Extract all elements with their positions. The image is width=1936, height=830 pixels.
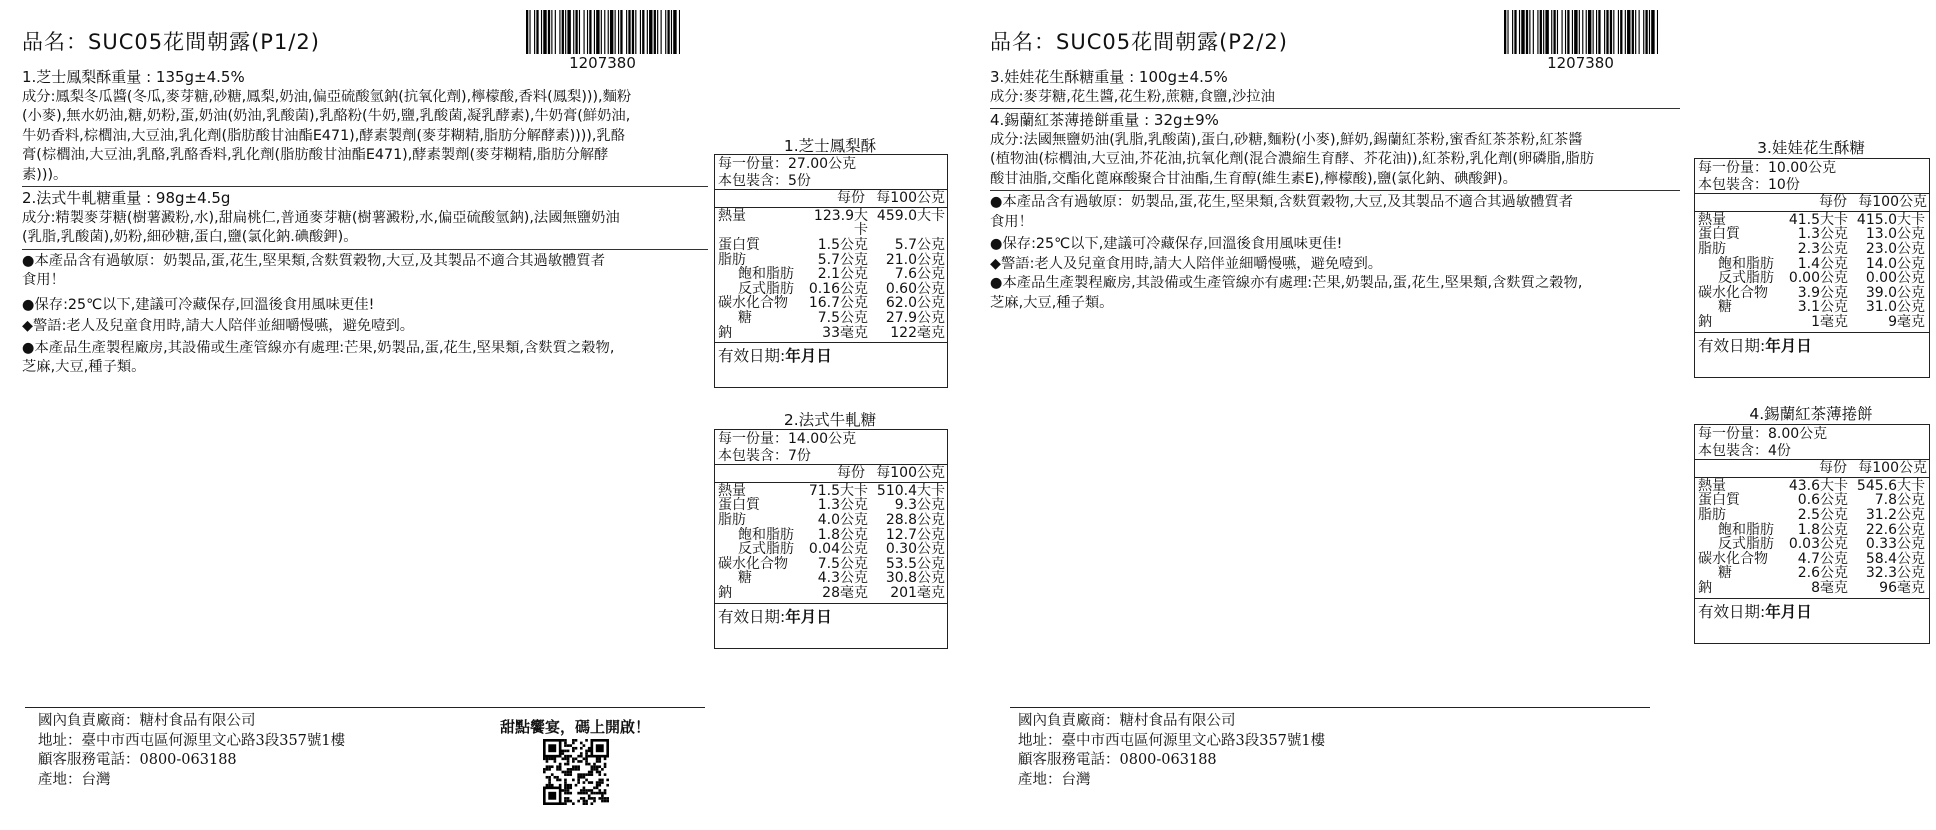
nutrition-row <box>715 267 947 282</box>
nutrient-name: 鈉 <box>718 584 732 601</box>
label-page-2 <box>968 0 1936 830</box>
nutrient-name: 碳水化合物 <box>718 555 788 572</box>
nutrient-name: 反式脂肪 <box>738 541 794 558</box>
per-serving-value: 0.16公克 <box>808 280 868 297</box>
expiry-label: 有效日期: <box>718 607 786 626</box>
per-100g-value: 13.0公克 <box>1865 226 1925 243</box>
nutrition-row <box>1695 581 1929 596</box>
nutrient-name: 糖 <box>1718 299 1732 316</box>
nutrient-name: 反式脂肪 <box>738 280 794 297</box>
nutrition-row <box>1695 242 1929 257</box>
nutrition-panel <box>1694 158 1930 378</box>
servings-per-pack: 本包裝含：7份 <box>718 447 811 464</box>
servings-per-pack: 本包裝含：5份 <box>718 172 811 189</box>
divider <box>22 249 708 250</box>
nutrition-row <box>1695 566 1929 581</box>
per-100g-value: 415.0大卡 <box>1856 211 1925 228</box>
ingredient-line: 成分:麥芽糖,花生醬,花生粉,蔗糖,食鹽,沙拉油 <box>990 88 1275 105</box>
note-line: ●本產品含有過敏原：奶製品,蛋,花生,堅果類,含麩質穀物,大豆,及其製品不適合其過敏體質者 <box>22 252 606 269</box>
product-heading: 4.錫蘭紅茶薄捲餅重量 : 32g±9% <box>990 111 1219 129</box>
nutrition-rows <box>715 208 947 343</box>
divider <box>990 190 1680 191</box>
per-serving-value: 0.04公克 <box>808 541 868 558</box>
product-block <box>990 111 1680 189</box>
per-serving-value: 28毫克 <box>822 584 868 601</box>
nutrition-row <box>715 542 947 557</box>
expiry-value: 年月日 <box>785 347 832 366</box>
per-serving-value: 1毫克 <box>1811 313 1848 330</box>
serving-size: 每一份量：14.00公克 <box>718 431 857 447</box>
ingredient-line: 素)))。 <box>22 166 68 183</box>
per-serving-value: 41.5大卡 <box>1788 211 1848 228</box>
nutrition-header <box>715 189 947 208</box>
per-serving-value: 3.9公克 <box>1797 284 1848 301</box>
nutrient-name: 脂肪 <box>718 511 746 528</box>
serving-size: 每一份量：8.00公克 <box>1698 426 1828 442</box>
footer-line: 顧客服務電話：0800-063188 <box>38 752 237 768</box>
nutrition-row <box>1695 493 1929 508</box>
nutrition-row <box>715 209 947 238</box>
ingredient-line: 酸甘油脂,交酯化蓖麻酸聚合甘油酯,生育醇(維生素E),檸檬酸),鹽(氯化鈉、碘酸鉀)。 <box>990 170 1517 187</box>
per-100g-value: 510.4大卡 <box>876 482 945 499</box>
nutrient-name: 蛋白質 <box>718 497 760 514</box>
per-100g-value: 39.0公克 <box>1865 284 1925 301</box>
nutrient-name: 蛋白質 <box>1698 226 1740 243</box>
nutrition-row <box>715 571 947 586</box>
nutrition-rows <box>1695 212 1929 333</box>
per-serving-value: 71.5大卡 <box>808 482 868 499</box>
footer-divider <box>25 707 705 708</box>
per-100g-value: 9.3公克 <box>894 497 945 514</box>
per-100g-header: 每100公克 <box>1858 194 1927 211</box>
per-serving-value: 2.5公克 <box>1797 506 1848 523</box>
expiry-value: 年月日 <box>1765 602 1812 621</box>
per-serving-value: 5.7公克 <box>817 251 868 268</box>
per-100g-value: 31.2公克 <box>1865 506 1925 523</box>
per-100g-value: 30.8公克 <box>885 570 945 587</box>
product-title: 品名：SUC05花間朝露(P1/2) <box>22 30 320 54</box>
ingredient-line: (植物油(棕櫚油,大豆油,芥花油,抗氧化劑(混合濃縮生育酵、芥花油)),紅茶粉,乳化劑(卵磷脂,脂肪 <box>990 151 1595 167</box>
expiry-date <box>715 604 947 648</box>
expiry-value: 年月日 <box>785 607 832 626</box>
nutrient-name: 熱量 <box>718 482 746 499</box>
per-100g-value: 7.8公克 <box>1874 492 1925 509</box>
nutrition-row <box>715 528 947 543</box>
per-serving-value: 4.0公克 <box>817 511 868 528</box>
nutrient-name: 飽和脂肪 <box>1718 255 1774 272</box>
per-100g-value: 0.33公克 <box>1865 536 1925 553</box>
footer-divider <box>1010 707 1650 708</box>
nutrition-row <box>1695 537 1929 552</box>
per-serving-header: 每份 <box>837 190 865 207</box>
expiry-date <box>1695 599 1929 643</box>
nutrient-name: 鈉 <box>718 324 732 341</box>
nutrient-name: 反式脂肪 <box>1718 536 1774 553</box>
servings-per-pack: 本包裝含：10份 <box>1698 176 1800 193</box>
servings-per-pack: 本包裝含：4份 <box>1698 442 1791 459</box>
barcode-image <box>1503 10 1658 54</box>
per-serving-value: 1.8公克 <box>817 526 868 543</box>
per-serving-value: 1.4公克 <box>1797 255 1848 272</box>
nutrient-name: 飽和脂肪 <box>1718 521 1774 538</box>
per-serving-value: 33毫克 <box>822 324 868 341</box>
nutrient-name: 反式脂肪 <box>1718 270 1774 287</box>
note-line: ●本產品含有過敏原：奶製品,蛋,花生,堅果類,含麩質穀物,大豆,及其製品不適合其過敏體質者 <box>990 194 1574 210</box>
product-heading: 3.娃娃花生酥糖重量 : 100g±4.5% <box>990 68 1228 86</box>
nutrition-header <box>1695 193 1929 212</box>
per-serving-header: 每份 <box>1819 194 1847 211</box>
per-serving-value: 0.00公克 <box>1788 270 1848 287</box>
nutrition-panel <box>714 154 948 388</box>
per-100g-value: 22.6公克 <box>1865 521 1925 538</box>
ingredient-line: (乳脂,乳酸菌),奶粉,細砂糖,蛋白,鹽(氯化鈉.碘酸鉀)。 <box>22 229 358 245</box>
nutrition-row <box>1695 523 1929 538</box>
per-100g-value: 5.7公克 <box>894 236 945 253</box>
nutrition-row <box>1695 271 1929 286</box>
nutrient-name: 熱量 <box>718 207 746 224</box>
per-serving-value: 4.3公克 <box>817 570 868 587</box>
per-100g-value: 7.6公克 <box>894 266 945 283</box>
product-title: 品名：SUC05花間朝露(P2/2) <box>990 30 1288 54</box>
nutrient-name: 飽和脂肪 <box>738 526 794 543</box>
nutrition-row <box>715 253 947 268</box>
per-100g-value: 14.0公克 <box>1865 255 1925 272</box>
footer-line: 產地：台灣 <box>1018 771 1091 788</box>
per-100g-value: 545.6大卡 <box>1856 477 1925 494</box>
note-line: 芝麻,大豆,種子類。 <box>990 294 1114 311</box>
ingredients-column <box>990 68 1680 313</box>
note-line: ◆警語:老人及兒童食用時,請大人陪伴並細嚼慢嚥，避免噎到。 <box>22 318 415 334</box>
per-serving-value: 0.6公克 <box>1797 492 1848 509</box>
ingredient-line: (小麥),無水奶油,糖,奶粉,蛋,奶油(奶油,乳酸菌),乳酪粉(牛奶,鹽,乳酸菌,凝乳酵素),牛奶膏(鮮奶油, <box>22 108 631 124</box>
barcode-number: 1207380 <box>1547 54 1614 72</box>
nutrition-rows <box>715 483 947 604</box>
notes-block <box>990 193 1680 313</box>
per-100g-value: 0.00公克 <box>1865 270 1925 287</box>
per-100g-value: 201毫克 <box>890 584 945 601</box>
expiry-label: 有效日期: <box>718 347 786 366</box>
per-100g-value: 58.4公克 <box>1865 550 1925 567</box>
barcode-number: 1207380 <box>569 54 636 72</box>
nutrition-row <box>715 586 947 601</box>
ingredient-line: 成分:精製麥芽糖(樹薯澱粉,水),甜扁桃仁,普通麥芽糖(樹薯澱粉,水,偏亞硫酸氫鈉),法國無鹽奶油 <box>22 209 620 226</box>
nutrition-row <box>1695 227 1929 242</box>
per-serving-value: 1.8公克 <box>1797 521 1848 538</box>
per-100g-value: 32.3公克 <box>1865 565 1925 582</box>
note-line: ◆警語:老人及兒童食用時,請大人陪伴並細嚼慢嚥，避免噎到。 <box>990 255 1383 272</box>
nutrient-name: 蛋白質 <box>718 236 760 253</box>
nutrition-row <box>715 238 947 253</box>
ingredients-column <box>22 68 708 378</box>
nutrition-header <box>715 464 947 483</box>
nutrition-panel <box>1694 424 1930 644</box>
per-100g-value: 53.5公克 <box>885 555 945 572</box>
per-serving-header: 每份 <box>837 465 865 482</box>
per-100g-header: 每100公克 <box>876 190 945 207</box>
barcode-image <box>525 10 680 54</box>
nutrient-name: 熱量 <box>1698 211 1726 228</box>
per-serving-value: 123.9大卡 <box>813 207 868 239</box>
per-100g-value: 459.0大卡 <box>876 207 945 224</box>
per-100g-header: 每100公克 <box>1858 460 1927 477</box>
ingredient-line: 牛奶香料,棕櫚油,大豆油,乳化劑(脂肪酸甘油酯E471),酵素製劑(麥芽糊精,脂肪分解酵素)))),乳酪 <box>22 127 626 144</box>
note-line: ●本產品生產製程廠房,其設備或生產管線亦有處理:芒果,奶製品,蛋,花生,堅果類,含麩質之穀物, <box>990 275 1583 291</box>
nutrition-panel-title: 4.錫蘭紅茶薄捲餅 <box>1749 405 1873 423</box>
note-line: ●保存:25℃以下,建議可冷藏保存,回溫後食用風味更佳! <box>990 236 1343 252</box>
per-100g-value: 122毫克 <box>890 324 945 341</box>
expiry-date <box>1695 333 1929 377</box>
footer-line: 地址：臺中市西屯區何源里文心路3段357號1樓 <box>38 732 346 749</box>
nutrient-name: 鈉 <box>1698 313 1712 330</box>
serving-size: 每一份量：27.00公克 <box>718 156 857 172</box>
per-100g-value: 9毫克 <box>1888 313 1925 330</box>
nutrient-name: 糖 <box>738 309 752 326</box>
per-serving-value: 7.5公克 <box>817 309 868 326</box>
nutrient-name: 碳水化合物 <box>718 295 788 312</box>
nutrition-panel-title: 1.芝士鳳梨酥 <box>783 137 877 155</box>
nutrient-name: 糖 <box>1718 565 1732 582</box>
ingredient-line: 膏(棕櫚油,大豆油,乳酪,乳酪香料,乳化劑(脂肪酸甘油酯E471),酵素製劑(麥芽糊精,脂肪分解酵 <box>22 147 609 163</box>
nutrient-name: 碳水化合物 <box>1698 284 1768 301</box>
nutrition-row <box>715 513 947 528</box>
note-line: 食用！ <box>990 213 1033 230</box>
note-line: ●保存:25℃以下,建議可冷藏保存,回溫後食用風味更佳! <box>22 296 375 313</box>
per-100g-header: 每100公克 <box>876 465 945 482</box>
per-serving-value: 2.3公克 <box>1797 240 1848 257</box>
expiry-date <box>715 343 947 387</box>
per-serving-value: 1.3公克 <box>1797 226 1848 243</box>
nutrition-panel-title: 3.娃娃花生酥糖 <box>1757 139 1865 157</box>
footer-line: 國內負責廠商：糖村食品有限公司 <box>38 713 256 729</box>
nutrient-name: 飽和脂肪 <box>738 266 794 283</box>
per-100g-value: 31.0公克 <box>1865 299 1925 316</box>
per-serving-value: 3.1公克 <box>1797 299 1848 316</box>
nutrition-row <box>1695 315 1929 330</box>
per-100g-value: 0.30公克 <box>885 541 945 558</box>
product-heading: 2.法式牛軋糖重量 : 98g±4.5g <box>22 189 231 207</box>
nutrient-name: 熱量 <box>1698 477 1726 494</box>
per-100g-value: 27.9公克 <box>885 309 945 326</box>
per-serving-value: 2.1公克 <box>817 266 868 283</box>
nutrition-panel-title: 2.法式牛軋糖 <box>783 411 877 429</box>
nutrition-panel <box>714 429 948 649</box>
nutrient-name: 脂肪 <box>1698 506 1726 523</box>
expiry-label: 有效日期: <box>1698 602 1766 621</box>
divider <box>990 108 1680 109</box>
ingredient-line: 成分:鳳梨冬瓜醬(冬瓜,麥芽糖,砂糖,鳳梨,奶油,偏亞硫酸氫鈉(抗氧化劑),檸檬酸,香料(鳳梨))),麵粉 <box>22 88 632 105</box>
serving-size: 每一份量：10.00公克 <box>1698 160 1837 176</box>
nutrition-header <box>1695 459 1929 478</box>
ingredient-line: 成分:法國無鹽奶油(乳脂,乳酸菌),蛋白,砂糖,麵粉(小麥),鮮奶,錫蘭紅茶粉,蜜香紅茶茶粉,紅茶醬 <box>990 131 1583 148</box>
per-serving-value: 0.03公克 <box>1788 536 1848 553</box>
per-serving-value: 1.5公克 <box>817 236 868 253</box>
nutrition-row <box>715 498 947 513</box>
per-100g-value: 21.0公克 <box>885 251 945 268</box>
per-serving-header: 每份 <box>1819 460 1847 477</box>
nutrient-name: 鈉 <box>1698 579 1712 596</box>
per-100g-value: 62.0公克 <box>885 295 945 312</box>
product-block <box>990 68 1680 107</box>
nutrition-rows <box>1695 478 1929 599</box>
per-100g-value: 0.60公克 <box>885 280 945 297</box>
product-block <box>22 189 708 248</box>
notes-block <box>22 252 708 378</box>
per-serving-value: 43.6大卡 <box>1788 477 1848 494</box>
per-100g-value: 12.7公克 <box>885 526 945 543</box>
footer-line: 顧客服務電話：0800-063188 <box>1018 752 1217 768</box>
per-serving-value: 1.3公克 <box>817 497 868 514</box>
manufacturer-footer <box>1018 712 1325 790</box>
nutrition-row <box>1695 300 1929 315</box>
qr-slogan: 甜點饗宴，碼上開啟！ <box>500 718 651 736</box>
nutrient-name: 碳水化合物 <box>1698 550 1768 567</box>
footer-line: 產地：台灣 <box>38 771 111 788</box>
nutrient-name: 蛋白質 <box>1698 492 1740 509</box>
nutrient-name: 糖 <box>738 570 752 587</box>
expiry-label: 有效日期: <box>1698 336 1766 355</box>
per-serving-value: 4.7公克 <box>1797 550 1848 567</box>
per-serving-value: 8毫克 <box>1811 579 1848 596</box>
per-serving-value: 2.6公克 <box>1797 565 1848 582</box>
note-line: ●本產品生產製程廠房,其設備或生產管線亦有處理:芒果,奶製品,蛋,花生,堅果類,含麩質之穀物, <box>22 339 615 356</box>
note-line: 食用！ <box>22 272 65 288</box>
note-line: 芝麻,大豆,種子類。 <box>22 359 146 375</box>
nutrition-row <box>715 296 947 311</box>
per-serving-value: 16.7公克 <box>808 295 868 312</box>
per-100g-value: 28.8公克 <box>885 511 945 528</box>
per-100g-value: 23.0公克 <box>1865 240 1925 257</box>
nutrient-name: 脂肪 <box>1698 240 1726 257</box>
nutrition-row <box>1695 508 1929 523</box>
nutrient-name: 脂肪 <box>718 251 746 268</box>
per-100g-value: 96毫克 <box>1879 579 1925 596</box>
footer-line: 國內負責廠商：糖村食品有限公司 <box>1018 713 1236 729</box>
expiry-value: 年月日 <box>1765 336 1812 355</box>
nutrition-row <box>715 311 947 326</box>
per-serving-value: 7.5公克 <box>817 555 868 572</box>
footer-line: 地址：臺中市西屯區何源里文心路3段357號1樓 <box>1018 732 1326 749</box>
divider <box>22 186 708 187</box>
product-block <box>22 68 708 185</box>
manufacturer-footer <box>38 712 345 790</box>
product-heading: 1.芝士鳳梨酥重量 : 135g±4.5% <box>22 68 245 86</box>
qr-code-image <box>543 739 609 805</box>
nutrition-row <box>715 326 947 341</box>
nutrition-row <box>1695 257 1929 272</box>
